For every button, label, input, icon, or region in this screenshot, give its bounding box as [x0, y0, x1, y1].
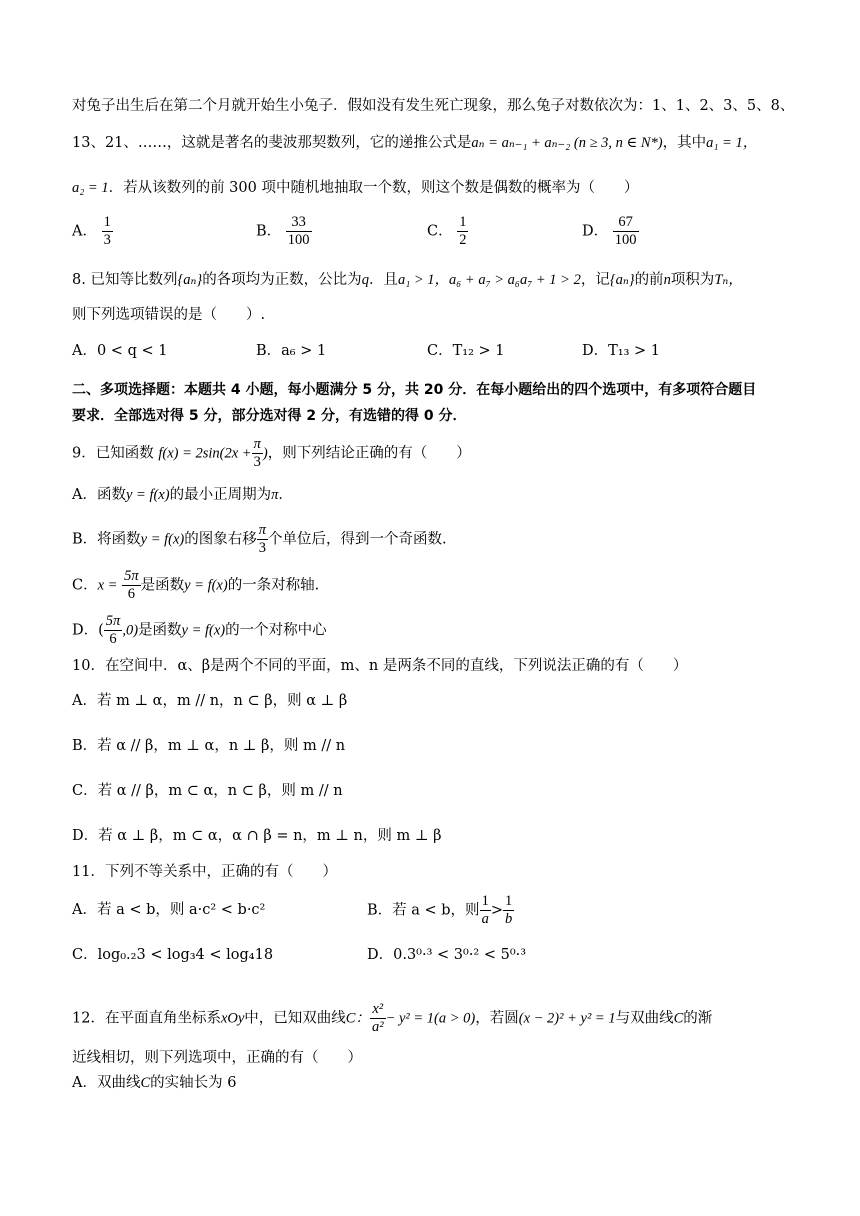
hyperbola-label: C — [140, 1075, 151, 1091]
q8-option-d: D．T₁₃ > 1 — [582, 343, 661, 359]
n-symbol: n — [663, 272, 671, 288]
q10-option-a: A．若 m ⊥ α，m // n，n ⊂ β，则 α ⊥ β — [72, 693, 348, 709]
option-text: 的最小正周期为 — [169, 487, 272, 503]
circle-eq: (x − 2)² + y² = 1 — [518, 1010, 616, 1027]
section-heading-line1: 二、多项选择题：本题共 4 小题，每小题满分 5 分，共 20 分．在每小题给出的四个选项中，有多项符合题目 — [72, 382, 757, 398]
q12-text: ，若圆 — [475, 1010, 519, 1027]
section-heading-line2: 要求．全部选对得 5 分，部分选对得 2 分，有选错的得 0 分． — [72, 408, 467, 424]
numerator: 33 — [286, 214, 312, 232]
option-text: 的一条对称轴. — [227, 577, 320, 594]
numerator: 67 — [613, 214, 639, 232]
denominator: 100 — [287, 232, 310, 248]
point-coord: ,0) — [122, 622, 139, 639]
q9-function: f(x) = 2sin(2x + — [158, 445, 252, 462]
q12-text: 中，已知双曲线 — [244, 1010, 346, 1027]
q8-stem-line2: 则下列选项错误的是（ ）. — [72, 307, 266, 323]
q10-option-b: B．若 α // β，m ⊥ α，n ⊥ β，则 m // n — [72, 738, 346, 754]
fraction — [457, 214, 468, 249]
option-text: A．双曲线 — [72, 1075, 141, 1091]
q10-option-d: D．若 α ⊥ β，m ⊂ α，α ∩ β = n，m ⊥ n，则 m ⊥ β — [72, 828, 442, 844]
q7-stem-line1: 对兔子出生后在第二个月就开始生小兔子．假如没有发生死亡现象，那么兔子对数依次为：1、1、2、3、5、8、 — [72, 98, 795, 114]
option-text: 的一个对称中心 — [225, 622, 327, 639]
q8-text: 项积为 — [670, 272, 715, 288]
option-text: A．函数 — [72, 487, 126, 503]
fraction — [122, 568, 141, 603]
option-text: D．( — [72, 622, 104, 639]
q7-stem-text: 13、21、……，这就是著名的斐波那契数列，它的递推公式是 — [72, 135, 472, 151]
option-text: B．若 a < b，则 — [367, 902, 480, 919]
option-text: 的实轴长为 6 — [150, 1075, 237, 1091]
denominator: a² — [371, 1019, 384, 1035]
q11-option-a: A．若 a < b，则 a·c² < b·c² — [72, 902, 266, 918]
q8-option-a: A．0 < q < 1 — [72, 343, 168, 359]
function-expr: y = f(x) — [140, 531, 185, 548]
denominator: 6 — [109, 631, 117, 647]
q11-stem: 11．下列不等关系中，正确的有（ ） — [72, 864, 337, 880]
fraction — [102, 214, 113, 249]
q7-stem-text-b: ，其中 — [662, 135, 707, 151]
q12-text: 12．在平面直角坐标系 — [72, 1010, 221, 1027]
q7-stem-line2 — [72, 133, 757, 153]
numerator: 1 — [481, 893, 489, 909]
numerator: x² — [370, 1001, 386, 1019]
option-label: D． — [582, 223, 609, 240]
q7-option-c — [427, 214, 468, 249]
q9-option-a — [72, 485, 293, 505]
hyperbola-label: C： — [345, 1010, 370, 1027]
denominator: 6 — [127, 586, 135, 602]
a2-value: a₂ = 1 — [72, 180, 109, 196]
q8-text: 的前 — [634, 272, 664, 288]
option-label: B． — [256, 223, 282, 240]
q9-question: ，则下列结论正确的有（ ） — [267, 445, 471, 462]
fraction — [286, 214, 312, 249]
denominator: b — [504, 911, 513, 927]
numerator: 5π — [105, 613, 121, 629]
q8-text: 的各项均为正数，公比为 — [202, 272, 362, 288]
q8-option-b: B．a₆ > 1 — [256, 343, 327, 359]
q10-stem: 10．在空间中．α、β是两个不同的平面，m、n 是两条不同的直线，下列说法正确的有（ ） — [72, 658, 688, 674]
numerator: 1 — [103, 214, 111, 230]
q8-condition: a₁ > 1，a₆ + a₇ > a₆a₇ + 1 > 2 — [397, 272, 581, 288]
denominator: a — [481, 911, 489, 927]
q9-stem — [72, 436, 471, 471]
fraction — [370, 1001, 386, 1036]
q8-text: ，记 — [580, 272, 610, 288]
q11-option-d: D．0.3⁰·³ < 3⁰·² < 5⁰·³ — [367, 947, 527, 963]
option-text: 的图象右移 — [184, 531, 257, 548]
q7-stem-line3 — [72, 178, 638, 198]
fraction — [613, 214, 639, 249]
q8-stem-line1 — [72, 270, 743, 290]
hyperbola-label: C — [673, 1010, 684, 1027]
q7-option-b — [256, 214, 312, 249]
q7-option-a — [72, 214, 113, 249]
option-text: 是函数 — [138, 622, 182, 639]
q7-question: ．若从该数列的前 300 项中随机地抽取一个数，则这个数是偶数的概率为（ ） — [108, 180, 639, 196]
option-label: C． — [427, 223, 453, 240]
fraction — [503, 893, 514, 928]
coord-system: xOy — [220, 1010, 245, 1027]
x-equals: x = — [97, 577, 118, 594]
denominator: 3 — [258, 540, 266, 556]
q10-option-c: C．若 α // β，m ⊂ α，n ⊂ β，则 m // n — [72, 783, 343, 799]
option-text: ． — [278, 487, 293, 503]
option-label: A． — [72, 223, 97, 240]
function-expr: y = f(x) — [184, 577, 228, 594]
q8-text: 8. 已知等比数列 — [72, 272, 178, 288]
q8-option-c: C．T₁₂ > 1 — [427, 343, 505, 359]
q9-option-b — [72, 522, 447, 557]
q12-text: 与双曲线 — [615, 1010, 674, 1027]
sequence-symbol: {aₙ} — [609, 272, 635, 288]
hyperbola-eq: − y² = 1(a > 0) — [385, 1010, 476, 1027]
fibonacci-formula: aₙ = aₙ₋₁ + aₙ₋₂ (n ≥ 3, n ∈ N*) — [471, 135, 663, 151]
option-text: 是函数 — [140, 577, 185, 594]
numerator: 1 — [459, 214, 467, 230]
numerator: π — [258, 522, 267, 538]
option-text: 个单位后，得到一个奇函数. — [268, 531, 447, 548]
denominator: 2 — [459, 232, 467, 248]
denominator: 100 — [614, 232, 637, 248]
q8-text: ．且 — [368, 272, 398, 288]
denominator: 3 — [253, 454, 261, 470]
pi-symbol: π — [271, 487, 279, 503]
q11-option-b — [367, 893, 514, 928]
q12-stem-line1 — [72, 1001, 712, 1036]
q7-option-d — [582, 214, 639, 249]
option-text: B．将函数 — [72, 531, 141, 548]
fraction — [257, 522, 268, 557]
q11-option-c: C．log₀.₂3 < log₃4 < log₄18 — [72, 947, 274, 963]
numerator: π — [253, 436, 261, 452]
function-expr: y = f(x) — [181, 622, 226, 639]
denominator: 3 — [103, 232, 111, 248]
fraction — [252, 436, 263, 471]
q12-option-a — [72, 1073, 237, 1093]
product-symbol: Tₙ， — [714, 272, 743, 288]
paren: ) — [262, 445, 268, 462]
ratio-symbol: q — [361, 272, 369, 288]
option-text: C． — [72, 577, 98, 594]
q9-option-c — [72, 568, 319, 603]
q9-text: 9．已知函数 — [72, 445, 154, 462]
fraction — [480, 893, 491, 928]
numerator: 1 — [504, 893, 513, 909]
sequence-symbol: {aₙ} — [177, 272, 203, 288]
a1-value: a₁ = 1， — [706, 135, 758, 151]
q9-option-d — [72, 613, 327, 648]
q12-stem-line2: 近线相切，则下列选项中，正确的有（ ） — [72, 1050, 362, 1066]
function-expr: y = f(x) — [125, 487, 170, 503]
q12-text: 的渐 — [683, 1010, 713, 1027]
numerator: 5π — [124, 568, 139, 584]
fraction — [104, 613, 123, 648]
gt-symbol: > — [490, 902, 503, 919]
